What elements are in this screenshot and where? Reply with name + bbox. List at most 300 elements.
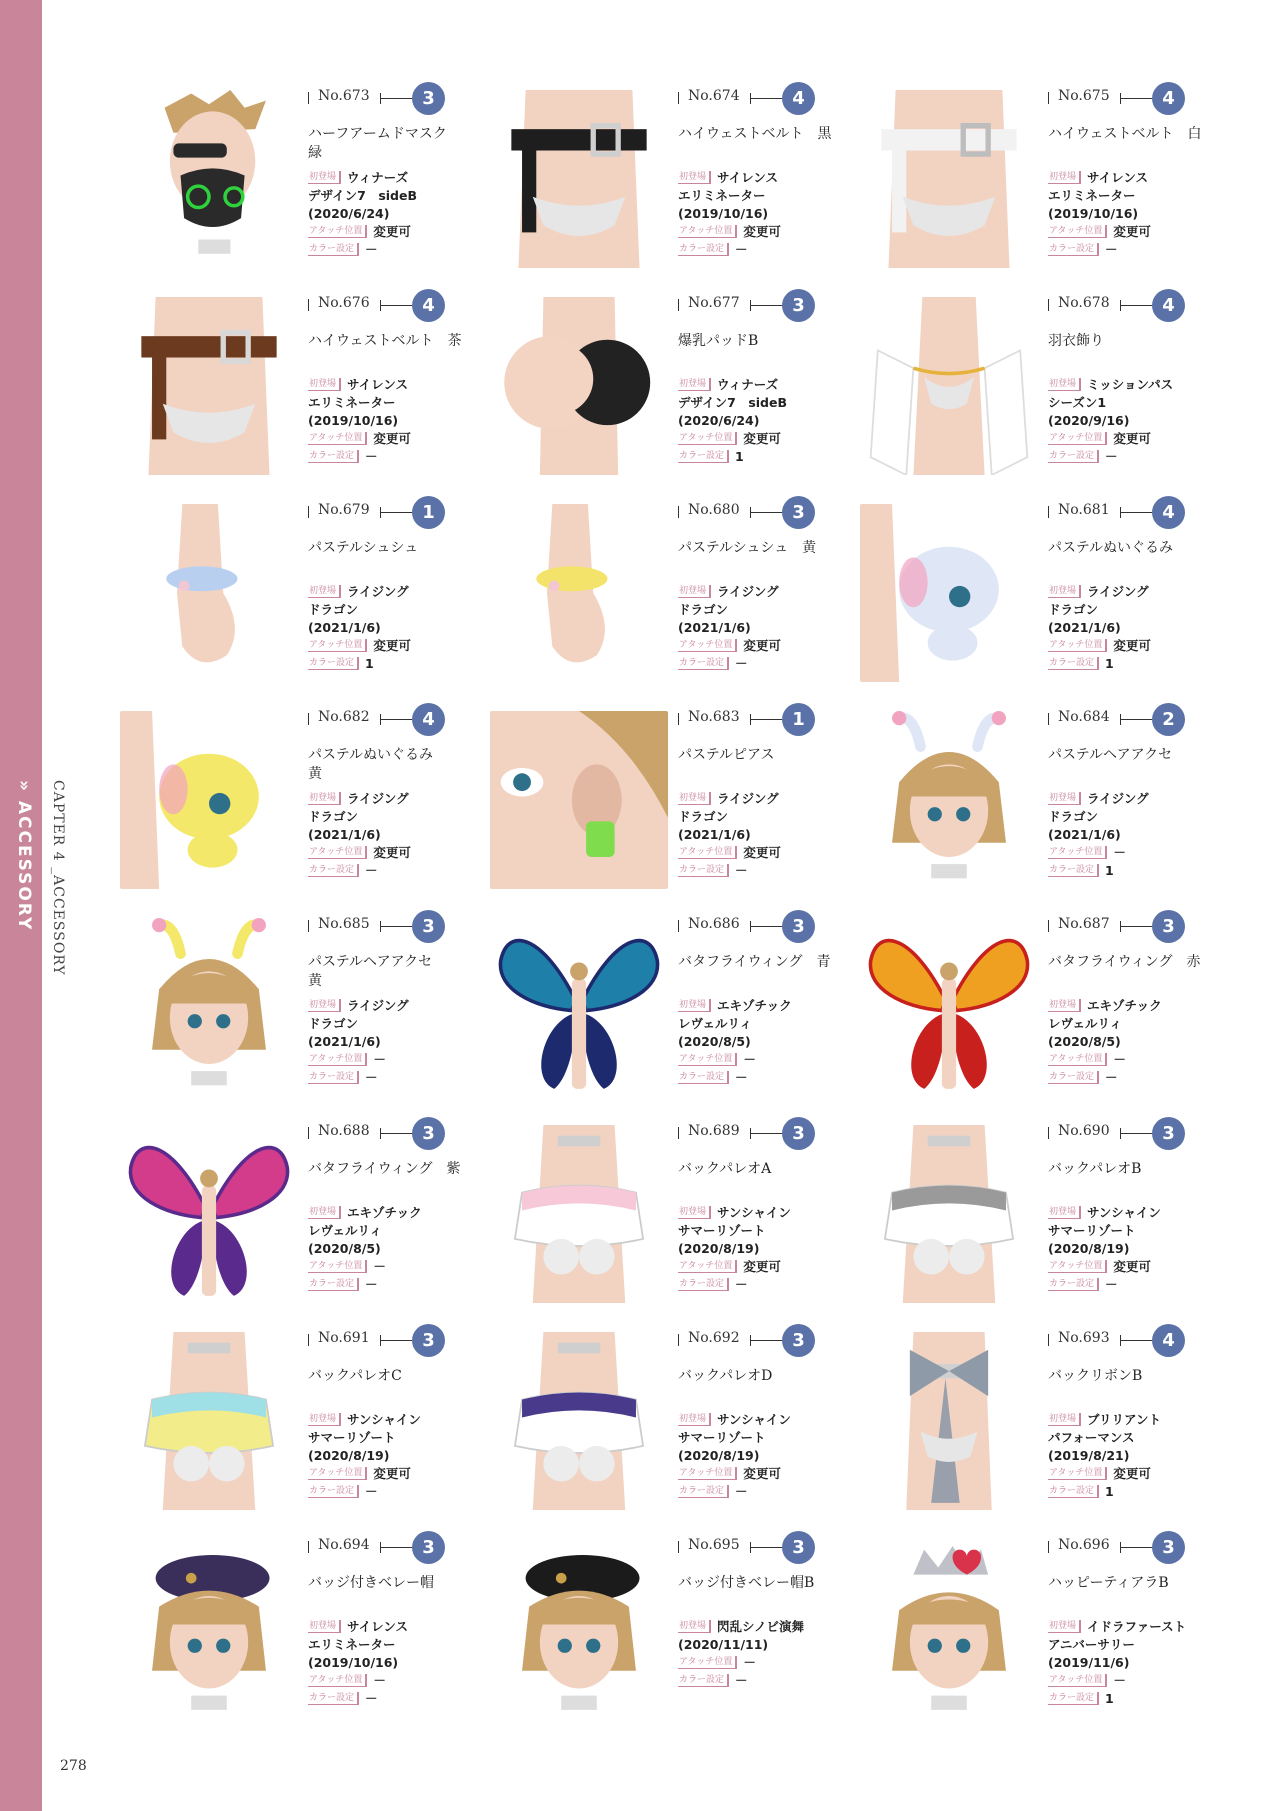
first-appearance-row bbox=[1048, 790, 1228, 808]
number-row bbox=[1048, 88, 1228, 114]
number-row bbox=[1048, 1123, 1228, 1149]
first-appearance-row bbox=[1048, 169, 1228, 187]
color-tag: カラー設定 bbox=[1048, 243, 1099, 256]
accessory-info bbox=[1048, 295, 1228, 466]
attach-row bbox=[678, 223, 858, 241]
accessory-image bbox=[120, 1125, 298, 1303]
accessory-info bbox=[1048, 1123, 1228, 1294]
number-row bbox=[1048, 916, 1228, 942]
accessory-image bbox=[860, 504, 1038, 682]
attach-value: 変更可 bbox=[373, 1466, 411, 1481]
color-row bbox=[678, 655, 858, 673]
color-value: － bbox=[1105, 1070, 1118, 1085]
number-tick bbox=[308, 92, 309, 104]
first-appearance-row bbox=[678, 790, 858, 808]
first-appearance-tag: 初登場 bbox=[308, 792, 341, 805]
attach-value: 変更可 bbox=[1113, 1466, 1151, 1481]
accessory-image bbox=[490, 1125, 668, 1303]
item-number: No.681 bbox=[1058, 502, 1110, 518]
attach-value: － bbox=[1113, 1052, 1126, 1067]
color-tag: カラー設定 bbox=[678, 1071, 729, 1084]
color-value: － bbox=[1105, 1277, 1118, 1292]
number-row bbox=[308, 88, 488, 114]
number-row bbox=[678, 502, 858, 528]
attach-row bbox=[1048, 1051, 1228, 1069]
attach-value: 変更可 bbox=[1113, 1259, 1151, 1274]
first-appearance-row bbox=[308, 583, 488, 601]
accessory-info bbox=[678, 916, 858, 1087]
page-number: 278 bbox=[60, 1758, 87, 1774]
accessory-info bbox=[678, 1123, 858, 1294]
accessory-card bbox=[490, 1330, 860, 1537]
number-row bbox=[308, 502, 488, 528]
color-value: 1 bbox=[1105, 1484, 1114, 1499]
rarity-badge: 4 bbox=[412, 703, 445, 736]
first-appearance-tag: 初登場 bbox=[308, 585, 341, 598]
first-appearance-tag: 初登場 bbox=[308, 378, 341, 391]
item-number: No.682 bbox=[318, 709, 370, 725]
chapter-label: CAPTER 4 _ACCESSORY bbox=[50, 780, 66, 976]
source-detail: ドラゴン (2021/1/6) bbox=[1048, 809, 1121, 842]
item-number: No.674 bbox=[688, 88, 740, 104]
rarity-badge: 4 bbox=[782, 82, 815, 115]
item-name: バタフライウィング 赤 bbox=[1048, 954, 1201, 970]
attach-row bbox=[308, 844, 488, 862]
item-number: No.689 bbox=[688, 1123, 740, 1139]
first-appearance-row bbox=[678, 169, 858, 187]
item-number: No.696 bbox=[1058, 1537, 1110, 1553]
first-appearance-row bbox=[308, 376, 488, 394]
accessory-card bbox=[860, 502, 1230, 709]
item-name: バックパレオC bbox=[308, 1368, 402, 1384]
number-tick bbox=[1048, 1541, 1049, 1553]
item-name: バタフライウィング 青 bbox=[678, 954, 831, 970]
accessory-info bbox=[308, 1537, 488, 1708]
first-appearance-row bbox=[1048, 1411, 1228, 1429]
color-tag: カラー設定 bbox=[308, 864, 359, 877]
first-appearance-row bbox=[308, 1411, 488, 1429]
number-tick bbox=[678, 299, 679, 311]
rarity-badge: 3 bbox=[412, 82, 445, 115]
accessory-image bbox=[860, 297, 1038, 475]
source-detail: サマーリゾート (2020/8/19) bbox=[1048, 1223, 1136, 1256]
accessory-card bbox=[860, 709, 1230, 916]
number-line bbox=[1120, 1133, 1152, 1134]
number-tick bbox=[308, 713, 309, 725]
color-tag: カラー設定 bbox=[678, 1674, 729, 1687]
source-name: エキゾチック bbox=[717, 998, 792, 1013]
number-row bbox=[1048, 709, 1228, 735]
attach-tag: アタッチ位置 bbox=[1048, 639, 1107, 652]
number-row bbox=[678, 709, 858, 735]
source-detail: レヴェルリィ (2020/8/5) bbox=[678, 1016, 753, 1049]
item-name: バックパレオB bbox=[1048, 1161, 1142, 1177]
attach-tag: アタッチ位置 bbox=[678, 1053, 737, 1066]
source-detail: サマーリゾート (2020/8/19) bbox=[678, 1430, 766, 1463]
first-appearance-row bbox=[1048, 997, 1228, 1015]
first-appearance-row bbox=[678, 997, 858, 1015]
source-detail: シーズン1 (2020/9/16) bbox=[1048, 395, 1130, 428]
first-appearance-tag: 初登場 bbox=[678, 378, 711, 391]
color-tag: カラー設定 bbox=[308, 1692, 359, 1705]
number-line bbox=[1120, 98, 1152, 99]
number-row bbox=[678, 1330, 858, 1356]
number-line bbox=[1120, 305, 1152, 306]
color-tag: カラー設定 bbox=[308, 450, 359, 463]
accessory-info bbox=[308, 88, 488, 259]
number-line bbox=[380, 1547, 412, 1548]
number-line bbox=[750, 719, 782, 720]
source-name: エキゾチック bbox=[1087, 998, 1162, 1013]
first-appearance-tag: 初登場 bbox=[1048, 378, 1081, 391]
number-line bbox=[1120, 926, 1152, 927]
first-appearance-tag: 初登場 bbox=[678, 1413, 711, 1426]
number-tick bbox=[1048, 1334, 1049, 1346]
item-name: ハイウェストベルト 茶 bbox=[308, 333, 462, 349]
first-appearance-row bbox=[1048, 1618, 1228, 1636]
attach-value: － bbox=[743, 1655, 756, 1670]
item-number: No.685 bbox=[318, 916, 370, 932]
source-detail: アニバーサリー (2019/11/6) bbox=[1048, 1637, 1135, 1670]
number-tick bbox=[678, 920, 679, 932]
number-tick bbox=[678, 713, 679, 725]
rarity-badge: 3 bbox=[1152, 910, 1185, 943]
first-appearance-tag: 初登場 bbox=[1048, 1620, 1081, 1633]
attach-tag: アタッチ位置 bbox=[678, 846, 737, 859]
number-tick bbox=[308, 1541, 309, 1553]
accessory-image bbox=[120, 1539, 298, 1717]
accessory-info bbox=[678, 1330, 858, 1501]
rarity-badge: 1 bbox=[782, 703, 815, 736]
rarity-badge: 3 bbox=[1152, 1117, 1185, 1150]
attach-row bbox=[1048, 1672, 1228, 1690]
source-detail: デザイン7 sideB (2020/6/24) bbox=[308, 188, 418, 221]
first-appearance-tag: 初登場 bbox=[678, 171, 711, 184]
item-name: 羽衣飾り bbox=[1048, 333, 1104, 349]
rarity-badge: 3 bbox=[782, 496, 815, 529]
color-value: 1 bbox=[365, 656, 374, 671]
color-tag: カラー設定 bbox=[1048, 450, 1099, 463]
item-number: No.688 bbox=[318, 1123, 370, 1139]
accessory-image bbox=[490, 918, 668, 1096]
rarity-badge: 4 bbox=[1152, 1324, 1185, 1357]
attach-tag: アタッチ位置 bbox=[308, 225, 367, 238]
attach-value: － bbox=[1113, 1673, 1126, 1688]
source-name: ライジング bbox=[717, 584, 779, 599]
first-appearance-tag: 初登場 bbox=[1048, 1413, 1081, 1426]
rarity-badge: 4 bbox=[1152, 496, 1185, 529]
accessory-info bbox=[1048, 502, 1228, 673]
source-name: ブリリアント bbox=[1087, 1412, 1162, 1427]
source-name: 閃乱シノビ演舞 bbox=[717, 1619, 805, 1634]
accessory-info bbox=[1048, 1537, 1228, 1708]
color-row bbox=[308, 448, 488, 466]
attach-value: 変更可 bbox=[373, 431, 411, 446]
attach-row bbox=[678, 637, 858, 655]
item-name: バッジ付きベレー帽 bbox=[308, 1575, 434, 1591]
color-tag: カラー設定 bbox=[308, 1071, 359, 1084]
source-name: サイレンス bbox=[347, 377, 408, 392]
item-name: パステルぬいぐるみ 黄 bbox=[308, 747, 434, 782]
source-detail: (2020/11/11) bbox=[678, 1637, 769, 1652]
attach-tag: アタッチ位置 bbox=[678, 1467, 737, 1480]
color-row bbox=[1048, 448, 1228, 466]
accessory-card bbox=[860, 916, 1230, 1123]
source-name: サンシャイン bbox=[1087, 1205, 1161, 1220]
item-number: No.675 bbox=[1058, 88, 1110, 104]
source-name: ライジング bbox=[347, 584, 409, 599]
first-appearance-row bbox=[1048, 1204, 1228, 1222]
first-appearance-row bbox=[678, 1411, 858, 1429]
attach-row bbox=[678, 1654, 858, 1672]
accessory-info bbox=[308, 709, 488, 880]
color-row bbox=[308, 1069, 488, 1087]
first-appearance-row bbox=[308, 169, 488, 187]
attach-value: － bbox=[1113, 845, 1126, 860]
color-tag: カラー設定 bbox=[1048, 657, 1099, 670]
accessory-card bbox=[120, 709, 490, 916]
first-appearance-row bbox=[308, 1618, 488, 1636]
rarity-badge: 4 bbox=[1152, 82, 1185, 115]
attach-tag: アタッチ位置 bbox=[678, 639, 737, 652]
color-tag: カラー設定 bbox=[678, 864, 729, 877]
attach-tag: アタッチ位置 bbox=[308, 846, 367, 859]
attach-tag: アタッチ位置 bbox=[678, 1656, 737, 1669]
attach-row bbox=[1048, 637, 1228, 655]
number-line bbox=[380, 1133, 412, 1134]
attach-value: 変更可 bbox=[743, 1466, 781, 1481]
color-value: 1 bbox=[1105, 656, 1114, 671]
color-tag: カラー設定 bbox=[678, 243, 729, 256]
color-value: － bbox=[365, 1277, 378, 1292]
accessory-card bbox=[120, 1537, 490, 1744]
attach-value: － bbox=[743, 1052, 756, 1067]
source-name: ライジング bbox=[1087, 584, 1149, 599]
attach-value: － bbox=[373, 1259, 386, 1274]
rarity-badge: 3 bbox=[782, 910, 815, 943]
color-row bbox=[1048, 241, 1228, 259]
accessory-info bbox=[678, 295, 858, 466]
number-line bbox=[750, 1340, 782, 1341]
accessory-info bbox=[308, 1123, 488, 1294]
attach-row bbox=[308, 430, 488, 448]
rarity-badge: 3 bbox=[412, 1531, 445, 1564]
first-appearance-row bbox=[678, 376, 858, 394]
attach-value: 変更可 bbox=[743, 638, 781, 653]
accessory-image bbox=[860, 1125, 1038, 1303]
number-row bbox=[308, 916, 488, 942]
attach-row bbox=[1048, 1258, 1228, 1276]
item-name: ハイウェストベルト 黒 bbox=[678, 126, 832, 142]
accessory-image bbox=[860, 1332, 1038, 1510]
color-tag: カラー設定 bbox=[678, 450, 729, 463]
source-detail: エリミネーター (2019/10/16) bbox=[308, 1637, 399, 1670]
number-row bbox=[1048, 1537, 1228, 1563]
accessory-image bbox=[490, 297, 668, 475]
rarity-badge: 2 bbox=[1152, 703, 1185, 736]
attach-value: 変更可 bbox=[743, 1259, 781, 1274]
source-detail: レヴェルリィ (2020/8/5) bbox=[1048, 1016, 1123, 1049]
accessory-card bbox=[860, 1123, 1230, 1330]
item-name: ハイウェストベルト 白 bbox=[1048, 126, 1202, 142]
item-name: バックパレオA bbox=[678, 1161, 772, 1177]
source-detail: サマーリゾート (2020/8/19) bbox=[308, 1430, 396, 1463]
attach-tag: アタッチ位置 bbox=[308, 432, 367, 445]
accessory-image bbox=[490, 504, 668, 682]
number-tick bbox=[308, 920, 309, 932]
color-tag: カラー設定 bbox=[1048, 1485, 1099, 1498]
item-number: No.673 bbox=[318, 88, 370, 104]
number-tick bbox=[678, 92, 679, 104]
rarity-badge: 3 bbox=[782, 1117, 815, 1150]
color-value: － bbox=[735, 1070, 748, 1085]
color-value: － bbox=[365, 242, 378, 257]
number-row bbox=[678, 88, 858, 114]
attach-value: 変更可 bbox=[743, 224, 781, 239]
attach-value: 変更可 bbox=[1113, 224, 1151, 239]
accessory-info bbox=[1048, 88, 1228, 259]
source-detail: サマーリゾート (2020/8/19) bbox=[678, 1223, 766, 1256]
item-number: No.686 bbox=[688, 916, 740, 932]
first-appearance-row bbox=[308, 1204, 488, 1222]
attach-row bbox=[1048, 844, 1228, 862]
source-detail: ドラゴン (2021/1/6) bbox=[308, 602, 381, 635]
number-line bbox=[1120, 512, 1152, 513]
number-tick bbox=[1048, 713, 1049, 725]
rarity-badge: 4 bbox=[412, 289, 445, 322]
source-name: ライジング bbox=[717, 791, 779, 806]
number-line bbox=[750, 1547, 782, 1548]
number-tick bbox=[678, 506, 679, 518]
attach-tag: アタッチ位置 bbox=[678, 1260, 737, 1273]
item-name: パステルピアス bbox=[678, 747, 775, 763]
number-line bbox=[750, 926, 782, 927]
color-value: － bbox=[365, 1691, 378, 1706]
source-name: サンシャイン bbox=[717, 1205, 791, 1220]
accessory-card bbox=[120, 916, 490, 1123]
attach-tag: アタッチ位置 bbox=[1048, 1053, 1107, 1066]
color-value: － bbox=[735, 863, 748, 878]
item-name: パステルヘアアクセ bbox=[1048, 747, 1173, 763]
accessory-info bbox=[308, 916, 488, 1087]
number-tick bbox=[678, 1127, 679, 1139]
source-name: ライジング bbox=[347, 791, 409, 806]
source-detail: エリミネーター (2019/10/16) bbox=[308, 395, 399, 428]
attach-row bbox=[1048, 223, 1228, 241]
number-line bbox=[380, 98, 412, 99]
number-row bbox=[308, 1330, 488, 1356]
number-tick bbox=[1048, 92, 1049, 104]
attach-value: 変更可 bbox=[373, 224, 411, 239]
number-row bbox=[308, 1537, 488, 1563]
source-detail: ドラゴン (2021/1/6) bbox=[678, 809, 751, 842]
attach-value: 変更可 bbox=[373, 638, 411, 653]
first-appearance-tag: 初登場 bbox=[1048, 999, 1081, 1012]
accessory-image bbox=[490, 1539, 668, 1717]
attach-tag: アタッチ位置 bbox=[678, 225, 737, 238]
source-detail: エリミネーター (2019/10/16) bbox=[1048, 188, 1139, 221]
accessory-info bbox=[1048, 1330, 1228, 1501]
rarity-badge: 3 bbox=[412, 1324, 445, 1357]
number-line bbox=[380, 305, 412, 306]
accessory-info bbox=[678, 502, 858, 673]
color-tag: カラー設定 bbox=[678, 657, 729, 670]
accessory-card bbox=[490, 1123, 860, 1330]
number-tick bbox=[1048, 506, 1049, 518]
color-value: － bbox=[735, 1484, 748, 1499]
color-value: － bbox=[735, 242, 748, 257]
color-tag: カラー設定 bbox=[308, 243, 359, 256]
color-row bbox=[308, 862, 488, 880]
color-row bbox=[678, 241, 858, 259]
number-tick bbox=[308, 506, 309, 518]
accessory-info bbox=[308, 502, 488, 673]
first-appearance-row bbox=[678, 1618, 858, 1636]
attach-value: 変更可 bbox=[743, 845, 781, 860]
attach-value: 変更可 bbox=[1113, 638, 1151, 653]
color-row bbox=[308, 1276, 488, 1294]
item-number: No.694 bbox=[318, 1537, 370, 1553]
accessory-card bbox=[490, 1537, 860, 1744]
attach-tag: アタッチ位置 bbox=[308, 639, 367, 652]
item-number: No.679 bbox=[318, 502, 370, 518]
color-value: 1 bbox=[735, 449, 744, 464]
accessory-image bbox=[120, 90, 298, 268]
item-number: No.695 bbox=[688, 1537, 740, 1553]
item-number: No.690 bbox=[1058, 1123, 1110, 1139]
first-appearance-tag: 初登場 bbox=[678, 1206, 711, 1219]
first-appearance-tag: 初登場 bbox=[678, 1620, 711, 1633]
accessory-image bbox=[860, 1539, 1038, 1717]
attach-value: － bbox=[373, 1052, 386, 1067]
rarity-badge: 3 bbox=[782, 289, 815, 322]
number-tick bbox=[308, 1334, 309, 1346]
color-value: － bbox=[365, 863, 378, 878]
number-tick bbox=[308, 1127, 309, 1139]
source-name: ウィナーズ bbox=[347, 170, 409, 185]
color-row bbox=[1048, 1690, 1228, 1708]
attach-row bbox=[308, 1672, 488, 1690]
accessory-info bbox=[1048, 709, 1228, 880]
source-name: サイレンス bbox=[717, 170, 778, 185]
number-line bbox=[380, 1340, 412, 1341]
source-detail: ドラゴン (2021/1/6) bbox=[308, 809, 381, 842]
item-number: No.678 bbox=[1058, 295, 1110, 311]
first-appearance-tag: 初登場 bbox=[678, 585, 711, 598]
item-name: バックパレオD bbox=[678, 1368, 773, 1384]
accessory-image bbox=[860, 711, 1038, 889]
attach-tag: アタッチ位置 bbox=[308, 1260, 367, 1273]
attach-row bbox=[1048, 1465, 1228, 1483]
number-row bbox=[308, 295, 488, 321]
attach-row bbox=[678, 1051, 858, 1069]
number-row bbox=[1048, 1330, 1228, 1356]
source-name: ウィナーズ bbox=[717, 377, 779, 392]
rarity-badge: 3 bbox=[412, 1117, 445, 1150]
item-name: パステルヘアアクセ 黄 bbox=[308, 954, 433, 989]
item-number: No.687 bbox=[1058, 916, 1110, 932]
item-name: パステルシュシュ bbox=[308, 540, 419, 556]
accessory-image bbox=[490, 711, 668, 889]
number-line bbox=[750, 1133, 782, 1134]
color-row bbox=[678, 448, 858, 466]
color-row bbox=[308, 1483, 488, 1501]
color-tag: カラー設定 bbox=[678, 1485, 729, 1498]
source-name: イドラファースト bbox=[1087, 1619, 1187, 1634]
attach-tag: アタッチ位置 bbox=[1048, 432, 1107, 445]
number-line bbox=[380, 926, 412, 927]
number-row bbox=[678, 1537, 858, 1563]
